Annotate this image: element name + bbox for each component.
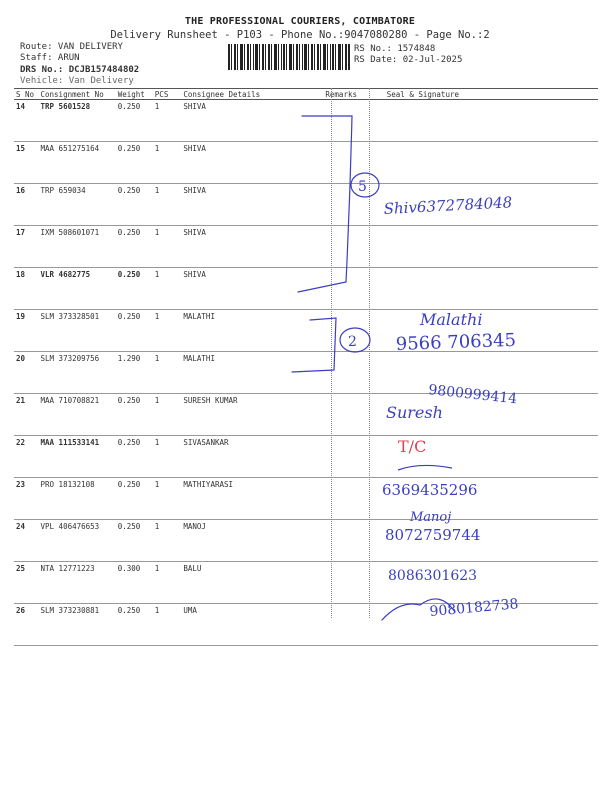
cell-signature <box>363 352 598 394</box>
cell-remarks <box>323 226 362 268</box>
rs-number: RS No.: 1574848 <box>354 44 436 54</box>
cell-signature <box>363 268 598 310</box>
cell-signature <box>363 478 598 520</box>
col-pcs: PCS <box>153 89 182 100</box>
cell-signature <box>363 142 598 184</box>
cell-pcs: 1 <box>153 142 182 184</box>
hw-signature-row21: Suresh <box>386 403 443 422</box>
cell-consignee: SHIVA <box>181 100 323 142</box>
cell-pcs: 1 <box>153 562 182 604</box>
cell-sno: 17 <box>14 226 39 268</box>
cell-weight: 0.250 <box>116 520 153 562</box>
table-row <box>14 604 598 646</box>
cell-consignee: SIVASANKAR <box>181 436 323 478</box>
hw-phone-row23: 6369435296 <box>382 481 478 499</box>
table-row <box>14 268 598 310</box>
cell-consignment-no: SLM 373328501 <box>39 310 116 352</box>
col-consignee-details: Consignee Details <box>181 89 323 100</box>
table-row <box>14 100 598 142</box>
cell-pcs: 1 <box>153 352 182 394</box>
cell-sno: 16 <box>14 184 39 226</box>
cell-remarks <box>323 142 362 184</box>
table-row <box>14 352 598 394</box>
cell-sno: 25 <box>14 562 39 604</box>
cell-consignee: MATHIYARASI <box>181 478 323 520</box>
table-row <box>14 520 598 562</box>
cell-consignment-no: TRP 5601528 <box>39 100 116 142</box>
cell-weight: 0.250 <box>116 604 153 646</box>
cell-remarks <box>323 478 362 520</box>
cell-remarks <box>323 562 362 604</box>
cell-weight: 0.250 <box>116 436 153 478</box>
cell-sno: 24 <box>14 520 39 562</box>
cell-remarks <box>323 100 362 142</box>
cell-signature <box>363 100 598 142</box>
hw-count-5: 5 <box>358 179 367 195</box>
hw-mark-tc: T/C <box>398 437 427 456</box>
hw-name-malathi: Malathi <box>420 310 483 329</box>
table-header-row <box>14 89 598 100</box>
cell-pcs: 1 <box>153 100 182 142</box>
col-weight: Weight <box>116 89 153 100</box>
cell-signature <box>363 226 598 268</box>
cell-weight: 0.250 <box>116 142 153 184</box>
cell-consignee: SHIVA <box>181 226 323 268</box>
cell-weight: 0.250 <box>116 226 153 268</box>
cell-remarks <box>323 184 362 226</box>
cell-consignee: SHIVA <box>181 184 323 226</box>
cell-consignment-no: SLM 373209756 <box>39 352 116 394</box>
cell-consignee: MALATHI <box>181 352 323 394</box>
runsheet-table <box>14 88 598 646</box>
table-row <box>14 562 598 604</box>
remarks-divider-left <box>331 88 332 618</box>
cell-pcs: 1 <box>153 310 182 352</box>
cell-weight: 0.300 <box>116 562 153 604</box>
cell-pcs: 1 <box>153 604 182 646</box>
document-subtitle: Delivery Runsheet - P103 - Phone No.:9047080280 - Page No.:2 <box>110 29 490 41</box>
cell-signature <box>363 520 598 562</box>
cell-consignee: SURESH KUMAR <box>181 394 323 436</box>
cell-weight: 1.290 <box>116 352 153 394</box>
cell-remarks <box>323 436 362 478</box>
table-row <box>14 394 598 436</box>
cell-remarks <box>323 352 362 394</box>
cell-sno: 19 <box>14 310 39 352</box>
cell-weight: 0.250 <box>116 478 153 520</box>
table-row <box>14 310 598 352</box>
cell-consignment-no: VPL 406476653 <box>39 520 116 562</box>
cell-remarks <box>323 310 362 352</box>
cell-sno: 20 <box>14 352 39 394</box>
route-label: Route: VAN DELIVERY <box>20 42 123 52</box>
cell-consignment-no: VLR 4682775 <box>39 268 116 310</box>
cell-sno: 21 <box>14 394 39 436</box>
hw-phone-row26: 9080182738 <box>428 596 520 620</box>
cell-signature <box>363 562 598 604</box>
cell-sno: 14 <box>14 100 39 142</box>
cell-consignee: UMA <box>181 604 323 646</box>
table-row <box>14 436 598 478</box>
barcode <box>228 44 350 70</box>
cell-pcs: 1 <box>153 184 182 226</box>
cell-pcs: 1 <box>153 226 182 268</box>
cell-consignment-no: TRP 659034 <box>39 184 116 226</box>
cell-consignment-no: MAA 111533141 <box>39 436 116 478</box>
cell-consignee: SHIVA <box>181 268 323 310</box>
cell-weight: 0.250 <box>116 100 153 142</box>
cell-pcs: 1 <box>153 478 182 520</box>
table-row <box>14 478 598 520</box>
cell-consignment-no: PRO 18132108 <box>39 478 116 520</box>
hw-name-row24: Manoj <box>410 510 452 525</box>
cell-signature <box>363 310 598 352</box>
cell-sno: 15 <box>14 142 39 184</box>
cell-signature <box>363 604 598 646</box>
document-title: THE PROFESSIONAL COURIERS, COIMBATORE <box>184 16 416 27</box>
cell-consignment-no: NTA 12771223 <box>39 562 116 604</box>
rs-date: RS Date: 02-Jul-2025 <box>354 55 463 65</box>
hw-phone-row25: 8086301623 <box>388 568 478 584</box>
cell-sno: 18 <box>14 268 39 310</box>
cell-remarks <box>323 604 362 646</box>
hw-count-2: 2 <box>348 334 357 350</box>
cell-signature <box>363 436 598 478</box>
cell-remarks <box>323 268 362 310</box>
cell-signature <box>363 184 598 226</box>
hw-phone-row24: 8072759744 <box>385 526 481 544</box>
cell-consignee: SHIVA <box>181 142 323 184</box>
remarks-divider-right <box>369 88 370 618</box>
col-sno: S No <box>14 89 39 100</box>
cell-weight: 0.250 <box>116 268 153 310</box>
cell-consignment-no: MAA 710708821 <box>39 394 116 436</box>
vehicle-label: Vehicle: Van Delivery <box>20 76 134 86</box>
hw-phone-malathi: 9566 706345 <box>395 329 517 355</box>
cell-remarks <box>323 520 362 562</box>
cell-weight: 0.250 <box>116 184 153 226</box>
table-row <box>14 184 598 226</box>
drs-number: DRS No.: DCJB157484802 <box>20 65 140 75</box>
cell-consignment-no: SLM 373230881 <box>39 604 116 646</box>
hw-signature-shiva: Shiv6372784048 <box>383 193 513 218</box>
cell-sno: 23 <box>14 478 39 520</box>
cell-sno: 26 <box>14 604 39 646</box>
col-seal-signature: Seal & Signature <box>363 89 598 100</box>
table-row <box>14 226 598 268</box>
col-remarks: Remarks <box>323 89 362 100</box>
cell-pcs: 1 <box>153 268 182 310</box>
cell-weight: 0.250 <box>116 394 153 436</box>
cell-pcs: 1 <box>153 394 182 436</box>
staff-label: Staff: ARUN <box>20 53 80 63</box>
col-consignment-no: Consignment No <box>39 89 116 100</box>
cell-consignee: MANOJ <box>181 520 323 562</box>
cell-remarks <box>323 394 362 436</box>
cell-sno: 22 <box>14 436 39 478</box>
cell-signature <box>363 394 598 436</box>
hw-phone-row21: 9800999414 <box>427 382 518 408</box>
cell-consignee: MALATHI <box>181 310 323 352</box>
cell-consignee: BALU <box>181 562 323 604</box>
cell-pcs: 1 <box>153 520 182 562</box>
table-row <box>14 142 598 184</box>
cell-weight: 0.250 <box>116 310 153 352</box>
cell-consignment-no: IXM 508601071 <box>39 226 116 268</box>
cell-pcs: 1 <box>153 436 182 478</box>
cell-consignment-no: MAA 651275164 <box>39 142 116 184</box>
